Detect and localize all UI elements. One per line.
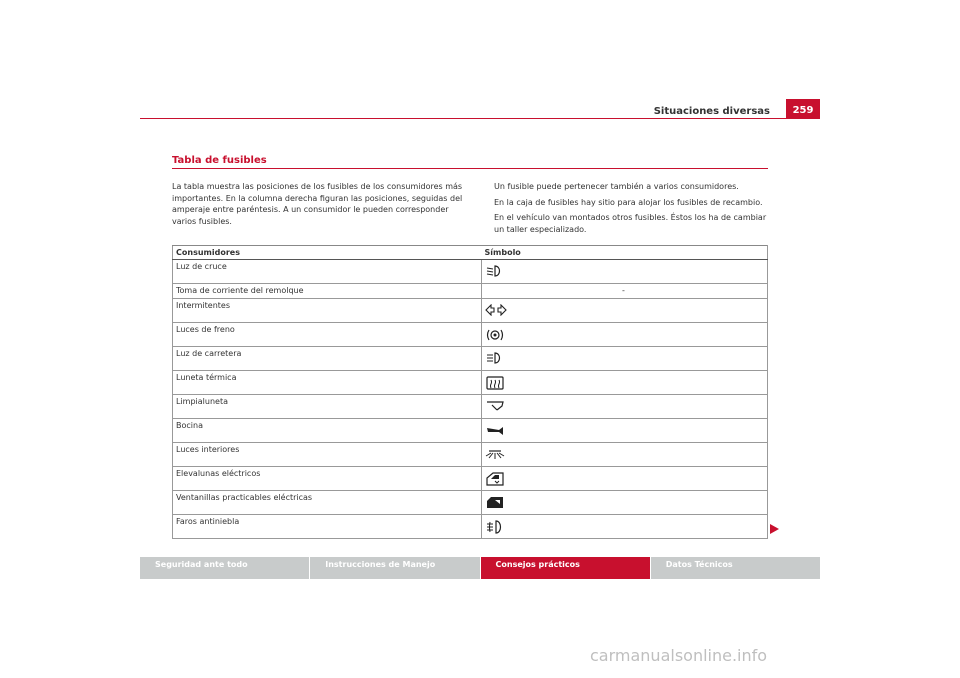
- footer-tab-consejos[interactable]: Consejos prácticos: [481, 557, 650, 579]
- symbol-cell: [482, 284, 768, 299]
- consumer-cell: Limpialuneta: [173, 395, 482, 419]
- intro-paragraph: Un fusible puede pertenecer también a varios consumidores.: [494, 182, 739, 191]
- interior-light-icon: [485, 448, 505, 460]
- footer-nav: [140, 557, 820, 579]
- symbol-cell: [482, 371, 768, 395]
- horn-icon: [485, 424, 505, 436]
- table-row: [173, 491, 768, 515]
- consumer-cell: Bocina: [173, 419, 482, 443]
- symbol-text: -: [622, 286, 625, 295]
- symbol-cell: [482, 443, 768, 467]
- brake-light-icon: [485, 328, 505, 342]
- footer-tab-datos[interactable]: Datos Técnicos: [651, 557, 820, 579]
- consumer-cell: Luz de carretera: [173, 347, 482, 371]
- intro-paragraph: En el vehículo van montados otros fusibles. Éstos los ha de cambiar un taller especializado.: [494, 213, 767, 234]
- column-header-symbol: Símbolo: [482, 246, 768, 260]
- low-beam-icon: [485, 265, 505, 277]
- table-header-row: [173, 246, 768, 260]
- rear-defrost-icon: [485, 376, 505, 390]
- high-beam-icon: [485, 352, 505, 364]
- symbol-cell: [482, 323, 768, 347]
- symbol-cell: [482, 299, 768, 323]
- symbol-cell: [482, 347, 768, 371]
- footer-tab-seguridad[interactable]: Seguridad ante todo: [140, 557, 309, 579]
- table-row: [173, 371, 768, 395]
- page-number: 259: [786, 99, 820, 119]
- rear-wiper-icon: [485, 400, 505, 412]
- vent-window-icon: [485, 496, 505, 510]
- table-row: [173, 347, 768, 371]
- symbol-cell: [482, 395, 768, 419]
- header-rule: [140, 118, 820, 119]
- symbol-cell: [482, 260, 768, 284]
- consumer-cell: Luces interiores: [173, 443, 482, 467]
- table-row: [173, 467, 768, 491]
- table-row: [173, 260, 768, 284]
- consumer-cell: Ventanillas practicables eléctricas: [173, 491, 482, 515]
- consumer-cell: Luces de freno: [173, 323, 482, 347]
- section-title: Tabla de fusibles: [172, 155, 267, 166]
- consumer-cell: Intermitentes: [173, 299, 482, 323]
- turn-signal-icon: [485, 304, 507, 316]
- chapter-title: Situaciones diversas: [653, 106, 770, 117]
- intro-paragraph-left: La tabla muestra las posiciones de los fusibles de los consumidores más importantes. En la columna derecha figuran las posiciones, seguidas del amperaje entre paréntesis. A un consumidor le pueden corresponder varios fusibles.: [172, 182, 463, 226]
- next-page-arrow-icon[interactable]: [770, 524, 779, 534]
- consumer-cell: Luz de cruce: [173, 260, 482, 284]
- consumer-cell: Faros antiniebla: [173, 515, 482, 539]
- fuse-table: [172, 245, 768, 539]
- table-row: [173, 395, 768, 419]
- section-rule: [172, 168, 768, 169]
- watermark: carmanualsonline.info: [590, 646, 768, 665]
- fog-light-icon: [485, 520, 505, 534]
- power-window-icon: [485, 472, 505, 486]
- table-row: [173, 323, 768, 347]
- column-header-consumer: Consumidores: [173, 246, 482, 260]
- symbol-cell: [482, 419, 768, 443]
- intro-paragraphs-right: [494, 181, 774, 239]
- consumer-cell: Luneta térmica: [173, 371, 482, 395]
- consumer-cell: Toma de corriente del remolque: [173, 284, 482, 299]
- table-row: [173, 443, 768, 467]
- symbol-cell: [482, 491, 768, 515]
- table-row: [173, 299, 768, 323]
- intro-paragraph: En la caja de fusibles hay sitio para alojar los fusibles de recambio.: [494, 197, 763, 207]
- footer-tab-instrucciones[interactable]: Instrucciones de Manejo: [310, 557, 479, 579]
- symbol-cell: [482, 467, 768, 491]
- consumer-cell: Elevalunas eléctricos: [173, 467, 482, 491]
- table-row: [173, 419, 768, 443]
- table-row: [173, 284, 768, 299]
- symbol-cell: [482, 515, 768, 539]
- table-row: [173, 515, 768, 539]
